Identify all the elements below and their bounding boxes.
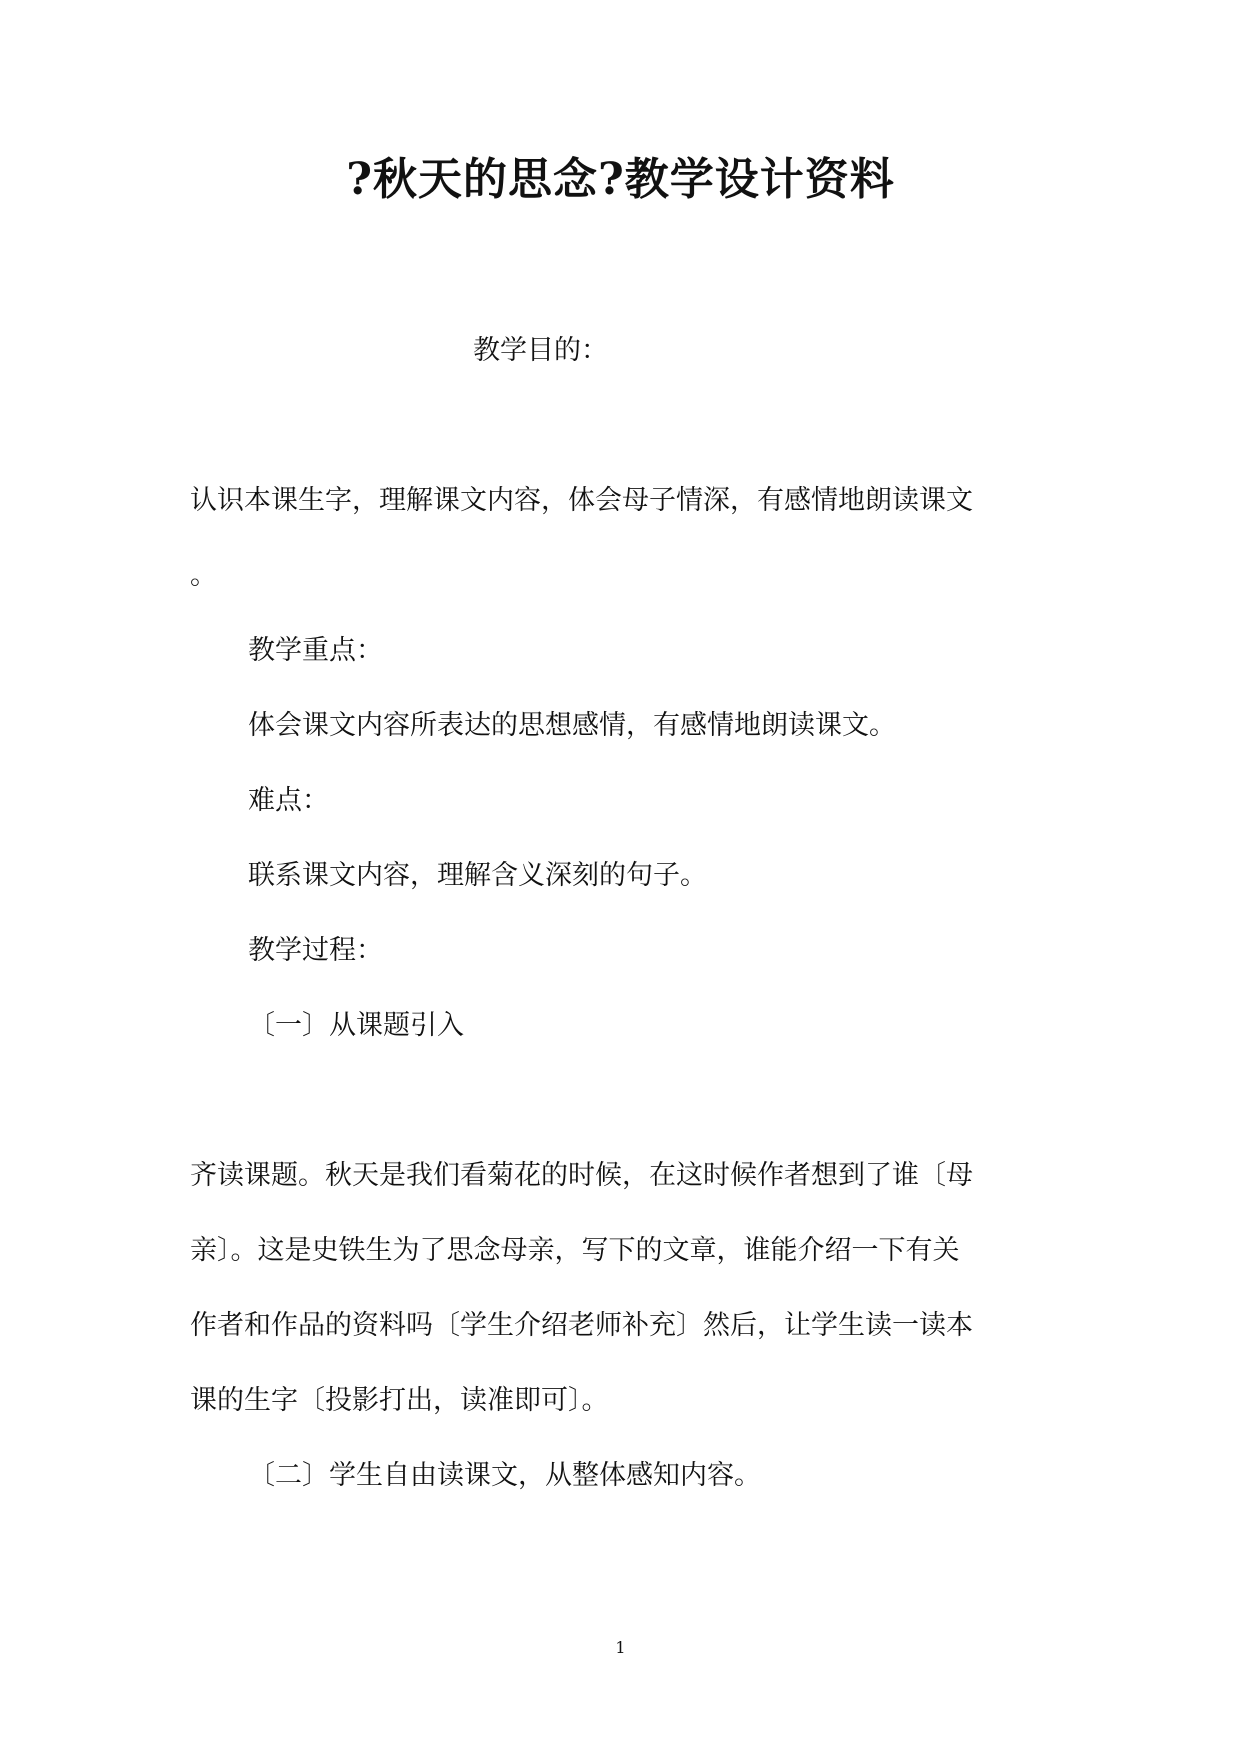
key-point-label: 教学重点： bbox=[248, 635, 383, 666]
step-2-heading: 〔二〕学生自由读课文，从整体感知内容。 bbox=[248, 1460, 761, 1491]
step-1-heading: 〔一〕从课题引入 bbox=[248, 1010, 464, 1041]
page-number: 1 bbox=[615, 1638, 626, 1657]
paragraph-1-line-4: 课的生字〔投影打出，读准即可〕。 bbox=[190, 1385, 609, 1416]
objective-text-line-1: 认识本课生字，理解课文内容，体会母子情深，有感情地朗读课文 bbox=[190, 485, 973, 516]
difficulty-label: 难点： bbox=[248, 785, 329, 816]
difficulty-text: 联系课文内容，理解含义深刻的句子。 bbox=[248, 860, 707, 891]
document-title: ?秋天的思念?教学设计资料 bbox=[346, 154, 895, 205]
process-label: 教学过程： bbox=[248, 935, 383, 966]
paragraph-1-line-1: 齐读课题。秋天是我们看菊花的时候，在这时候作者想到了谁〔母 bbox=[190, 1160, 973, 1191]
key-point-text: 体会课文内容所表达的思想感情，有感情地朗读课文。 bbox=[248, 710, 896, 741]
objective-text-line-2: 。 bbox=[190, 560, 217, 591]
paragraph-1-line-3: 作者和作品的资料吗〔学生介绍老师补充〕然后，让学生读一读本 bbox=[190, 1310, 973, 1341]
objective-label: 教学目的： bbox=[473, 335, 608, 366]
paragraph-1-line-2: 亲〕。这是史铁生为了思念母亲，写下的文章，谁能介绍一下有关 bbox=[190, 1235, 960, 1266]
